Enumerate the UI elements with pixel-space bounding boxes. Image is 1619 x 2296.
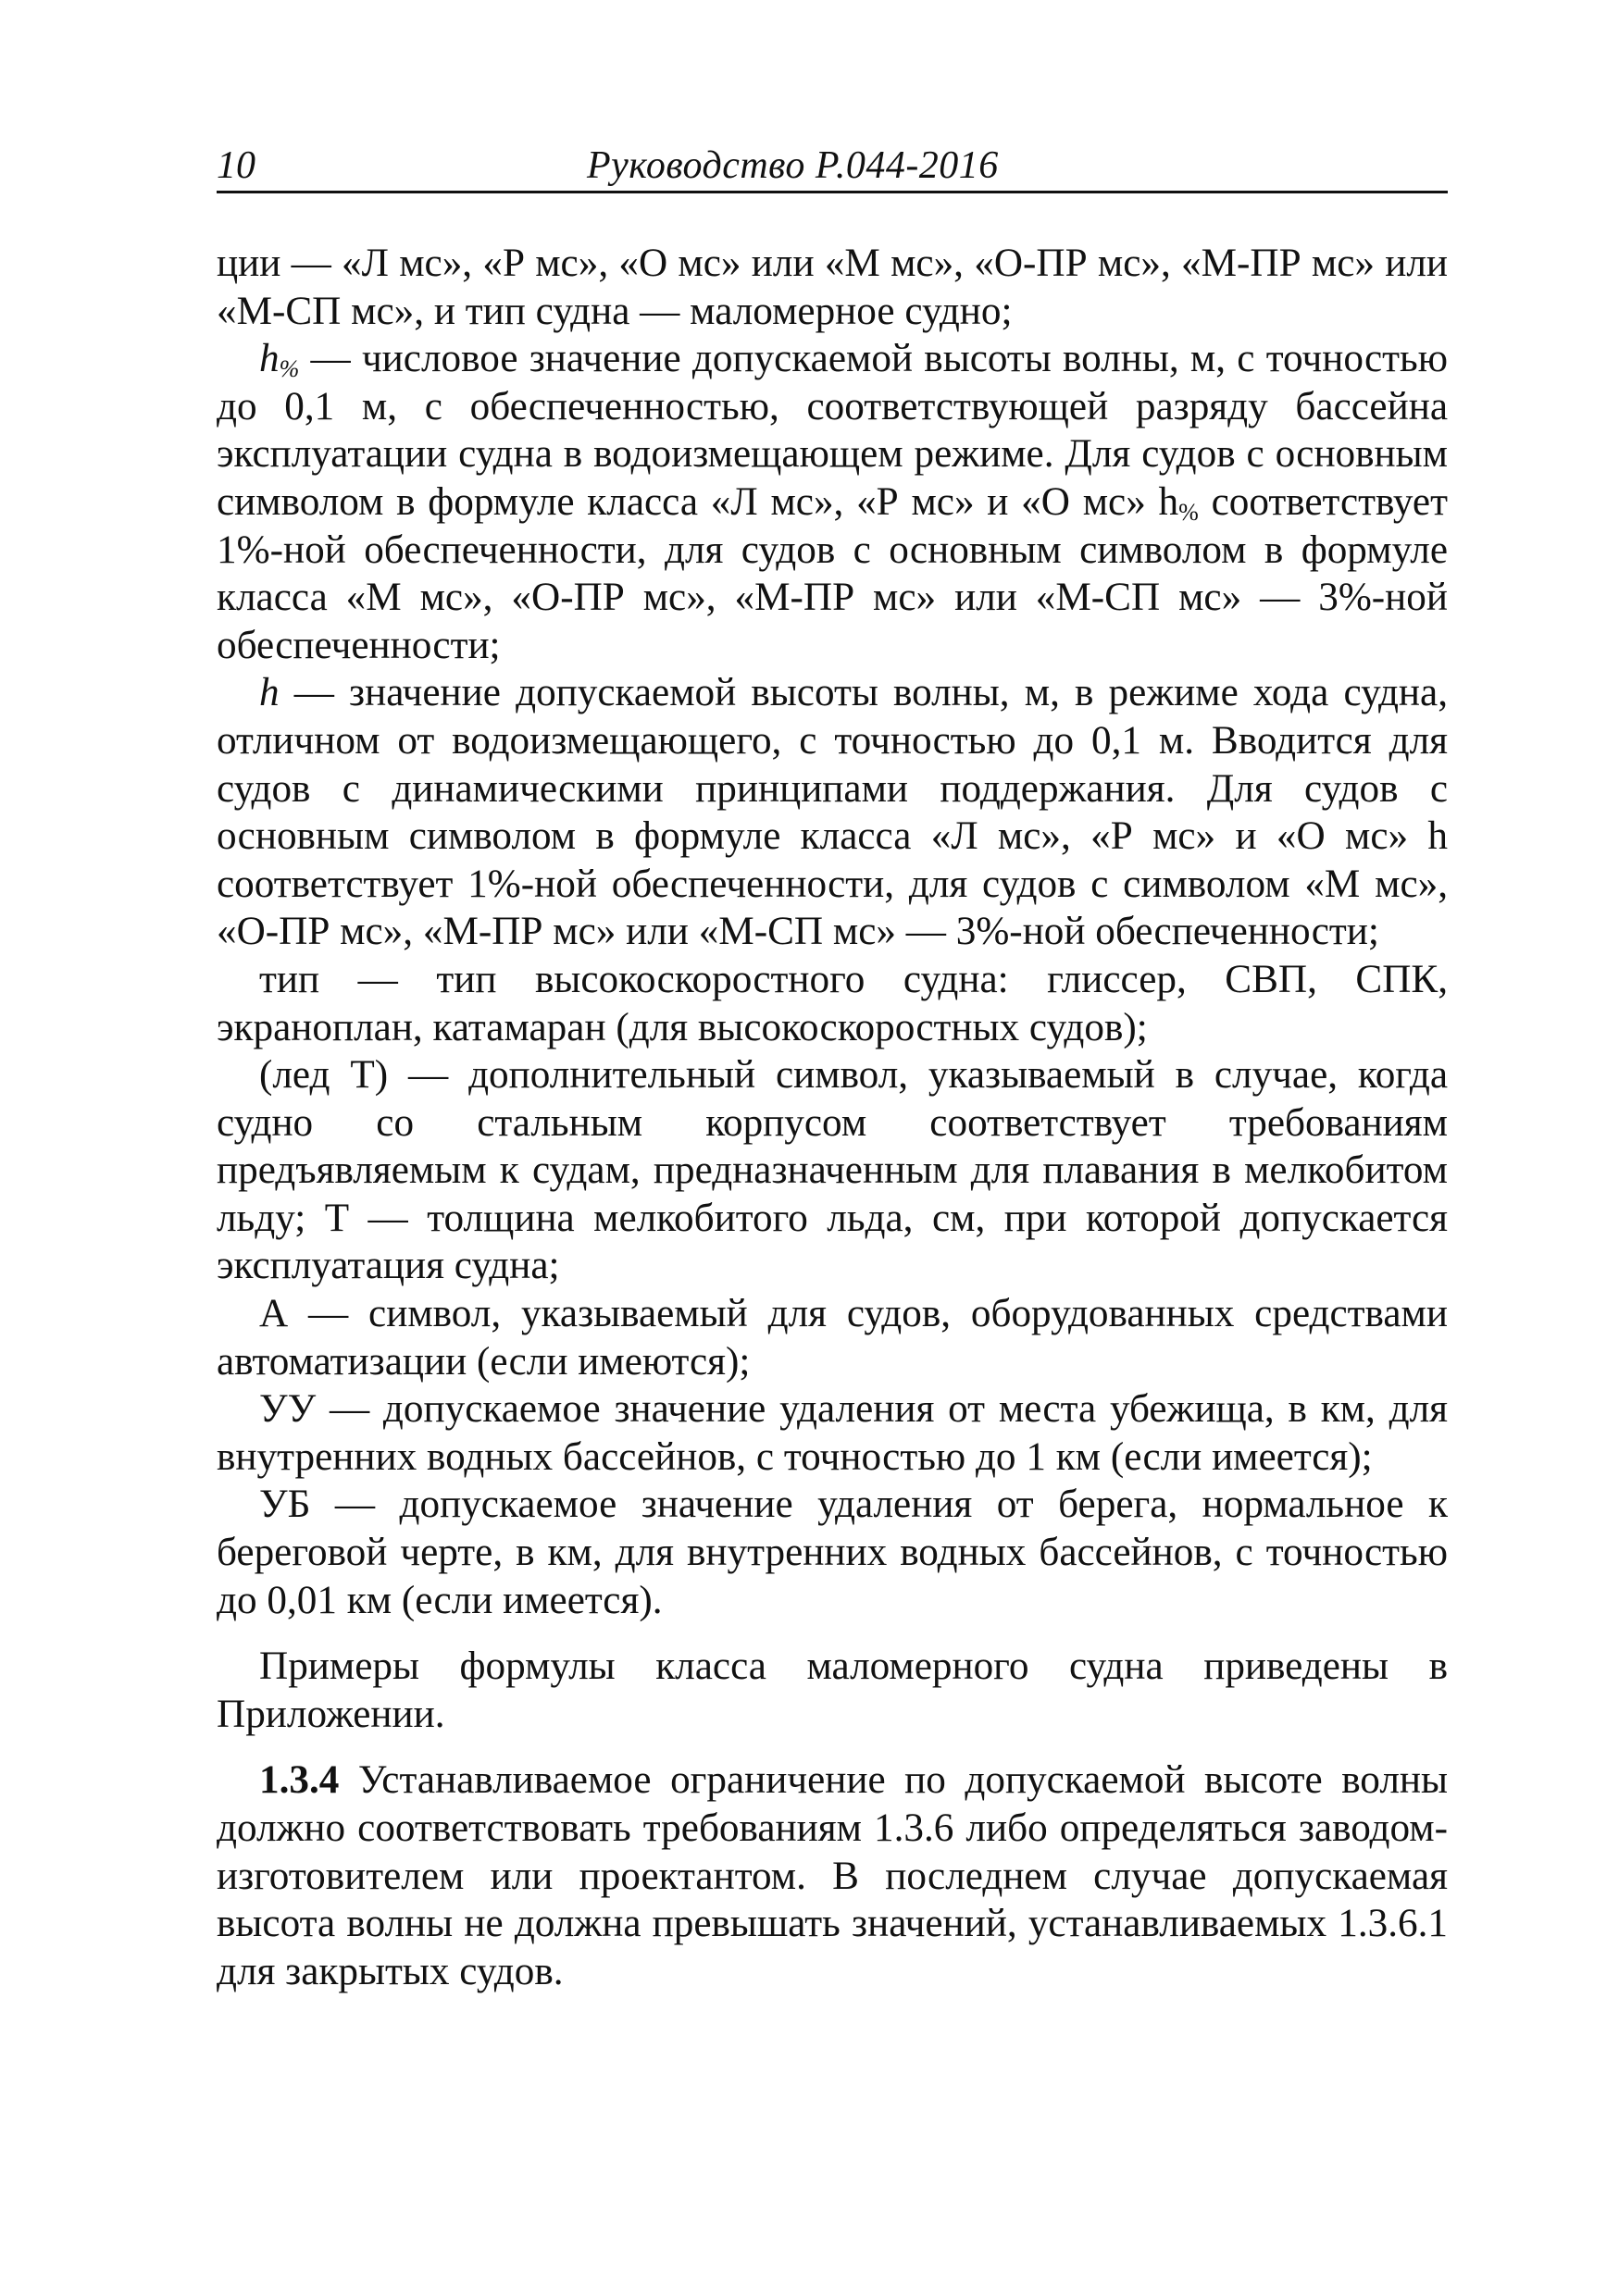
- inline-subscript: %: [1178, 498, 1199, 526]
- paragraph-ub: [217, 1481, 1448, 1624]
- paragraph-continuation: [217, 240, 1448, 335]
- paragraph-text: — числовое значение допускаемой высоты волны, м, с точностью до 0,1 м, с обеспеченностью, соответствующей разряду бассейна эксплуатации судна в водоизмещающем режиме. Для судов с основным символом в формуле класса «Л мс», «Р мс» и «О мс» h: [217, 337, 1448, 524]
- paragraph-type: [217, 956, 1448, 1051]
- paragraph-h: [217, 669, 1448, 956]
- paragraph-automation: [217, 1290, 1448, 1385]
- paragraph-text: ции — «Л мс», «Р мс», «О мс» или «М мс», «О-ПР мс», «М-ПР мс» или «М-СП мс», и тип судна — маломерное судно;: [217, 242, 1448, 333]
- paragraph-text: УБ — допускаемое значение удаления от берега, нормальное к береговой черте, в км, для внутренних водных бассейнов, с точностью до 0,01 км (если имеется).: [217, 1483, 1448, 1622]
- paragraph-text: УУ — допускаемое значение удаления от места убежища, в км, для внутренних водных бассейнов, с точностью до 1 км (если имеется);: [217, 1387, 1448, 1479]
- section-number: 1.3.4: [259, 1758, 340, 1803]
- paragraph-text-after: соответствует 1%-ной обеспеченности, для судов с основным символом в формуле класса «М мс», «О-ПР мс», «М-ПР мс» или «М-СП мс» — 3%-ной обеспеченности;: [217, 479, 1448, 667]
- paragraph-uu: [217, 1385, 1448, 1481]
- paragraph-examples: [217, 1643, 1448, 1738]
- term-h-percent: [259, 337, 300, 383]
- body-text: [217, 240, 1448, 1995]
- section-1-3-4: [217, 1756, 1448, 1995]
- paragraph-text: тип — тип высокоскоростного судна: глиссер, СВП, СПК, экраноплан, катамаран (для высокоскоростных судов);: [217, 957, 1448, 1049]
- page-header: [217, 139, 1448, 193]
- paragraph-text: Устанавливаемое ограничение по допускаемой высоте волны должно соответствовать требованиям 1.3.6 либо определяться заводом-изготовителем или проектантом. В последнем случае допускаемая высота волны не должна превышать значений, устанавливаемых 1.3.6.1 для закрытых судов.: [217, 1758, 1448, 1993]
- paragraph-text: — значение допускаемой высоты волны, м, в режиме хода судна, отличном от водоизмещающего, с точностью до 0,1 м. Вводится для судов с динамическими принципами поддержания. Для судов с основным символом в формуле класса «Л мс», «Р мс» и «О мс» h соответствует 1%-ной обеспеченности, для судов с символом «М мс», «О-ПР мс», «М-ПР мс» или «М-СП мс» — 3%-ной обеспеченности;: [217, 671, 1448, 954]
- paragraph-text: (лед Т) — дополнительный символ, указываемый в случае, когда судно со стальным корпусом соответствует требованиям предъявляемым к судам, предназначенным для плавания в мелкобитом льду; Т — толщина мелкобитого льда, см, при которой допускается эксплуатация судна;: [217, 1053, 1448, 1288]
- running-title: Руководство Р.044-2016: [587, 144, 999, 187]
- paragraph-h-percent: [217, 335, 1448, 669]
- term-h: h: [259, 671, 280, 715]
- term-symbol: h: [259, 337, 280, 381]
- term-subscript: %: [279, 355, 300, 383]
- paragraph-text: Примеры формулы класса маломерного судна приведены в Приложении.: [217, 1644, 1448, 1736]
- document-page: [217, 139, 1448, 1995]
- paragraph-text: А — символ, указываемый для судов, оборудованных средствами автоматизации (если имеются);: [217, 1292, 1448, 1384]
- page-number: 10: [217, 144, 255, 187]
- paragraph-ice: [217, 1051, 1448, 1290]
